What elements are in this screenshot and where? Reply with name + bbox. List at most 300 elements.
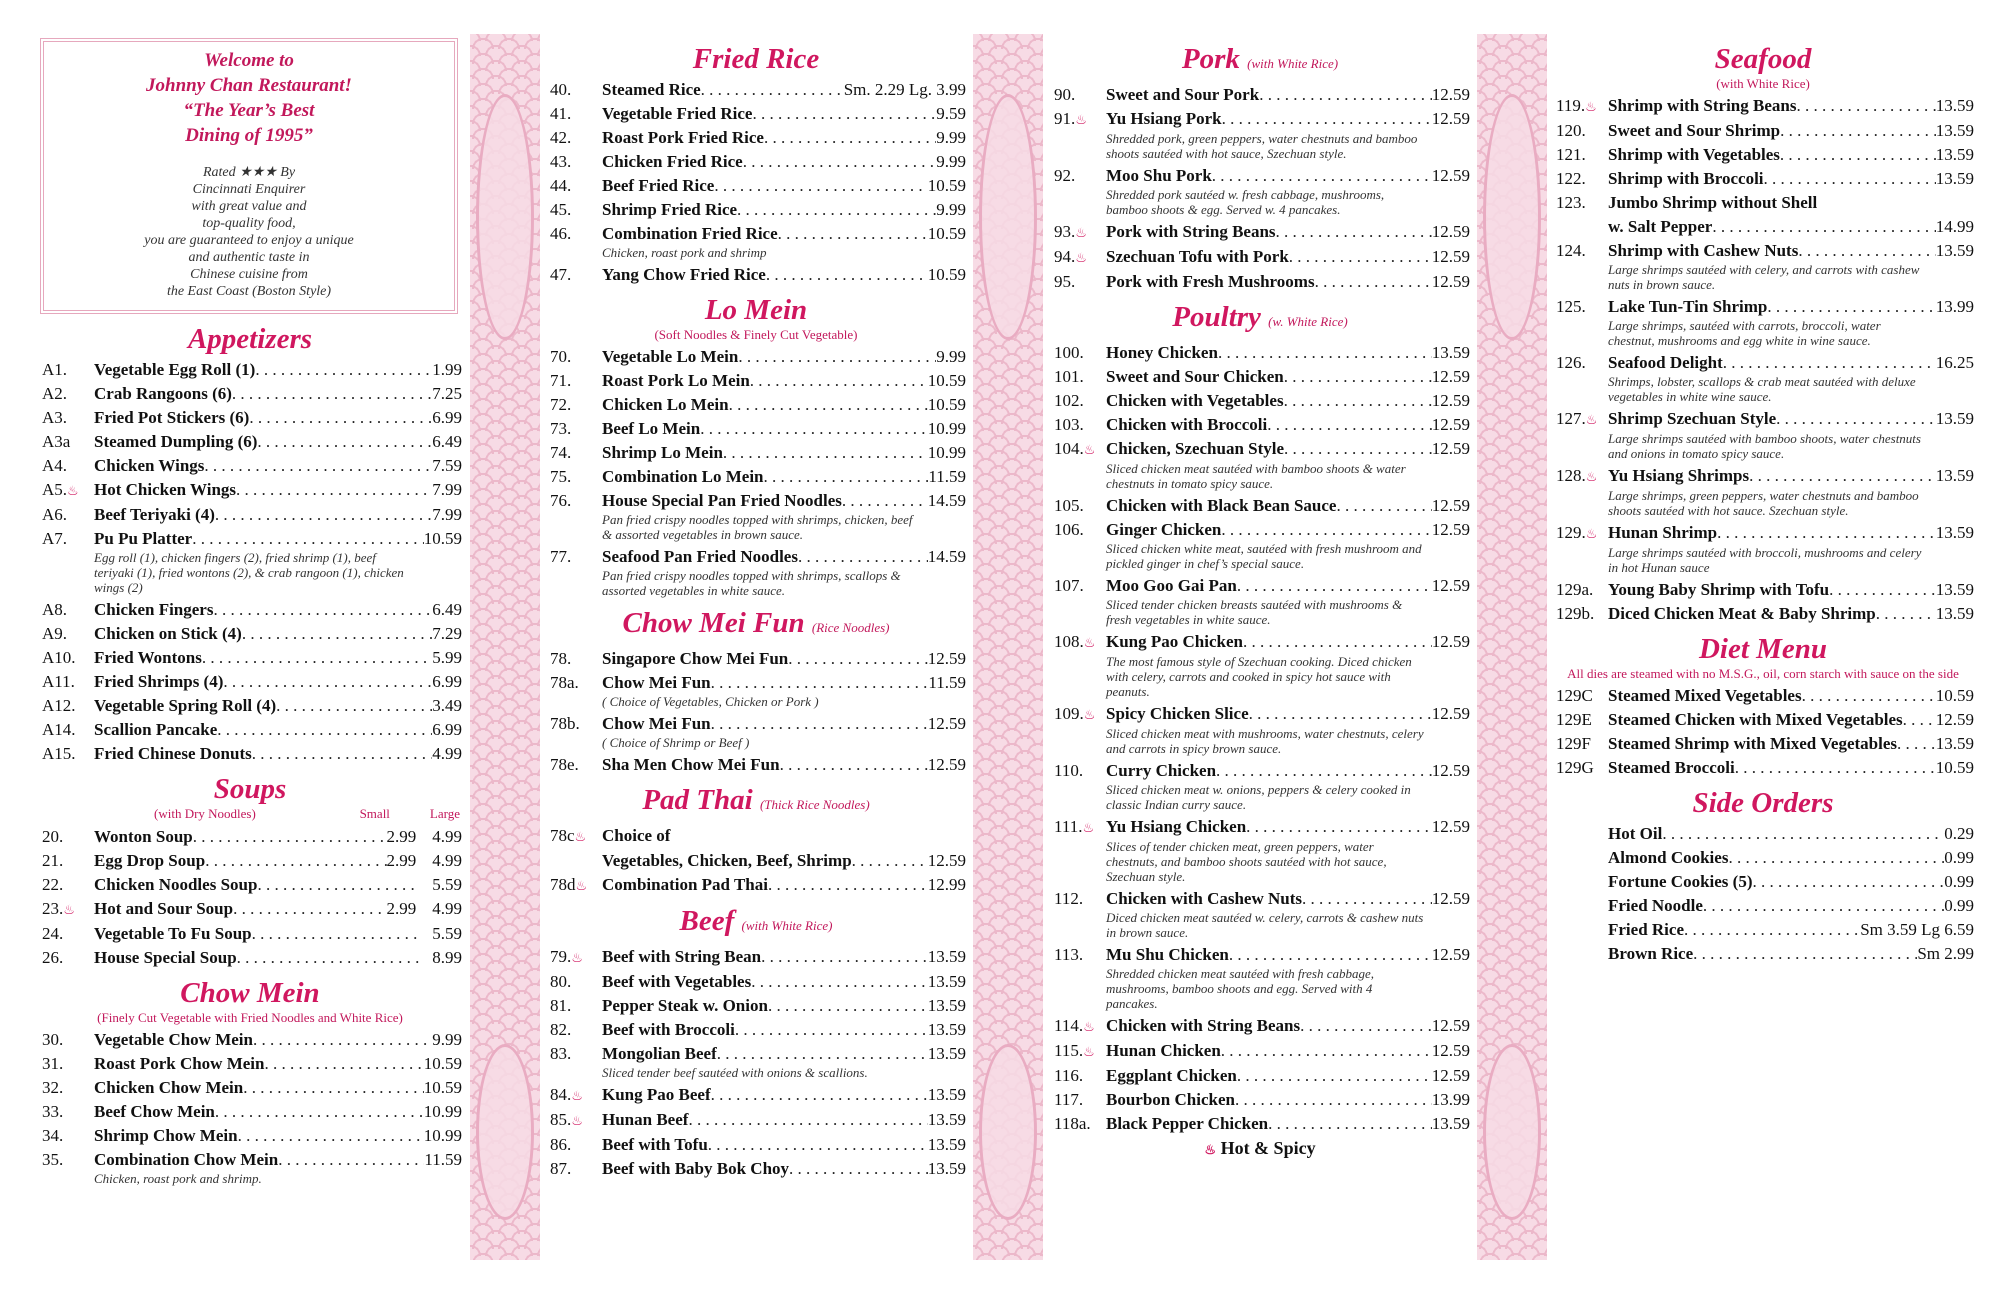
- menu-item: [542, 672, 970, 693]
- dot-leader: [1780, 144, 1936, 165]
- menu-item: [542, 394, 970, 415]
- item-number: 41.: [550, 104, 572, 123]
- item-name: Crab Rangoons (6): [94, 384, 232, 403]
- item-number: 95.: [1054, 272, 1076, 291]
- menu-item: [542, 1043, 970, 1064]
- item-name: Brown Rice: [1608, 944, 1694, 963]
- section-title-text: Lo Mein: [704, 294, 808, 326]
- menu-item: [1046, 760, 1474, 781]
- item-number: 125.: [1556, 297, 1586, 316]
- item-number: 102.: [1054, 391, 1084, 410]
- item-price: 12.59: [927, 649, 966, 668]
- hot-pepper-icon: ♨: [1204, 1142, 1217, 1157]
- dot-leader: [238, 1125, 424, 1146]
- item-price: 10.59: [927, 395, 966, 414]
- welcome-text-line: Cincinnati Enquirer: [192, 182, 306, 197]
- dot-leader: [1780, 120, 1936, 141]
- dot-leader: [193, 826, 387, 847]
- menu-item: [34, 743, 466, 764]
- item-price: 13.59: [1935, 121, 1974, 140]
- item-number: 87.: [550, 1159, 572, 1178]
- item-number: 100.: [1054, 343, 1084, 362]
- section-pork: [1046, 42, 1474, 292]
- menu-item: [542, 466, 970, 487]
- section-title-text: Chow Mein: [180, 977, 320, 1009]
- section-subnote: All dies are steamed with no M.S.G., oil, corn starch with sauce on the side: [1567, 666, 1959, 681]
- item-description: Egg roll (1), chicken fingers (2), fried shrimp (1), beef teriyaki (1), fried wontons (2), & crab rangoon (1), chicken wings (2): [94, 550, 404, 595]
- menu-item: [1548, 733, 1978, 754]
- item-number: 84.♨: [550, 1085, 583, 1104]
- dot-leader: [1267, 414, 1432, 435]
- item-number: A11.: [42, 672, 75, 691]
- hot-pepper-icon: ♨: [1585, 99, 1597, 114]
- item-name: Pork with String Beans: [1106, 222, 1276, 241]
- item-price: 9.99: [432, 1030, 462, 1049]
- hot-pepper-icon: ♨: [571, 1088, 583, 1103]
- menu-item: [1046, 495, 1474, 516]
- menu-item: [34, 599, 466, 620]
- menu-item: [1548, 168, 1978, 189]
- item-price: Sm. 2.29 Lg. 3.99: [843, 80, 966, 99]
- item-number: 129F: [1556, 734, 1591, 753]
- item-number: 101.: [1054, 367, 1084, 386]
- welcome-line: Johnny Chan Restaurant!: [146, 75, 352, 96]
- dot-leader: [1284, 438, 1432, 459]
- section-beef: [542, 904, 970, 1179]
- menu-item: [1548, 465, 1978, 487]
- dot-leader: [233, 898, 386, 919]
- menu-item: [1548, 943, 1978, 964]
- item-number: 82.: [550, 1020, 572, 1039]
- item-number: 124.: [1556, 241, 1586, 260]
- item-number: 85.♨: [550, 1110, 583, 1129]
- menu-item: [542, 490, 970, 511]
- item-price: 13.59: [1935, 466, 1974, 485]
- dot-leader: [1735, 757, 1936, 778]
- item-number: 31.: [42, 1054, 64, 1073]
- item-name: Egg Drop Soup: [94, 851, 206, 870]
- hot-pepper-icon: ♨: [1075, 250, 1087, 265]
- item-description: Pan fried crispy noodles topped with shrimps, chicken, beef & assorted vegetables in brown sauce.: [602, 512, 913, 542]
- item-number: 107.: [1054, 576, 1084, 595]
- dot-leader: [252, 743, 433, 764]
- item-price: 14.59: [927, 547, 966, 566]
- dot-leader: [243, 1077, 424, 1098]
- menu-item: [34, 504, 466, 525]
- section-title: [1548, 632, 1978, 666]
- item-name: Seafood Pan Fried Noodles: [602, 547, 798, 566]
- item-name: Hunan Beef: [602, 1110, 689, 1129]
- item-description: Large shrimps sautéed with bamboo shoots, water chestnuts and onions in tomato spicy sauce.: [1608, 431, 1921, 461]
- item-price: 9.99: [936, 128, 966, 147]
- item-name: Chicken Lo Mein: [602, 395, 729, 414]
- item-name: Chicken with Cashew Nuts: [1106, 889, 1302, 908]
- dot-leader: [1752, 871, 1944, 892]
- dot-leader: [761, 946, 928, 967]
- item-price: 13.59: [1935, 241, 1974, 260]
- item-price: 2.99: [386, 899, 417, 918]
- item-name: Mongolian Beef: [602, 1044, 717, 1063]
- item-price: 5.99: [432, 648, 462, 667]
- decorative-band-1: [470, 34, 540, 1260]
- item-price: 13.99: [1431, 1090, 1470, 1109]
- item-number: 90.: [1054, 85, 1076, 104]
- dot-leader: [1776, 408, 1936, 429]
- menu-item: [1548, 823, 1978, 844]
- section-title-text: Appetizers: [187, 323, 313, 355]
- menu-item: [1046, 84, 1474, 105]
- item-name: Fried Shrimps (4): [94, 672, 224, 691]
- welcome-text-line: Chinese cuisine from: [190, 267, 308, 282]
- section-chow-mein: [34, 976, 466, 1186]
- hot-pepper-icon: ♨: [1585, 526, 1598, 541]
- item-price: 13.59: [1935, 96, 1974, 115]
- menu-item: [1548, 895, 1978, 916]
- item-number: 121.: [1556, 145, 1586, 164]
- dot-leader: [1302, 888, 1432, 909]
- item-description: Large shrimps, green peppers, water chestnuts and bamboo shoots sautéed with hot sauce. Szechuan style.: [1608, 488, 1919, 518]
- menu-item: [1046, 108, 1474, 130]
- item-number: 123.: [1556, 193, 1586, 212]
- dot-leader: [1876, 603, 1936, 624]
- menu-item: [542, 850, 970, 871]
- item-name: Beef with Baby Bok Choy: [602, 1159, 790, 1178]
- item-name: Chicken with Broccoli: [1106, 415, 1268, 434]
- item-number: 23.♨: [42, 899, 75, 918]
- section-title-text: Chow Mei Fun: [622, 607, 805, 639]
- item-name: w. Salt Pepper: [1608, 217, 1713, 236]
- dot-leader: [798, 546, 928, 567]
- item-number: A3a: [42, 432, 71, 451]
- menu-item: [1046, 944, 1474, 965]
- dot-leader: [1246, 816, 1432, 837]
- section-title-text: Seafood: [1714, 43, 1812, 75]
- item-name: Steamed Chicken with Mixed Vegetables: [1608, 710, 1903, 729]
- item-number: 83.: [550, 1044, 572, 1063]
- menu-item: [542, 370, 970, 391]
- item-description: Slices of tender chicken meat, green peppers, water chestnuts, and bamboo shoots sautéed with hot sauce, Szechuan style.: [1106, 839, 1387, 884]
- dot-leader: [780, 754, 928, 775]
- section-title: [34, 772, 466, 806]
- dot-leader: [738, 346, 936, 367]
- dot-leader: [257, 874, 420, 895]
- welcome-line: Dining of 1995”: [185, 125, 313, 146]
- item-price: 13.59: [927, 972, 966, 991]
- item-number: 22.: [42, 875, 64, 894]
- hot-pepper-icon: ♨: [67, 483, 79, 498]
- small-label: Small: [359, 806, 390, 821]
- item-price: 7.99: [432, 480, 462, 499]
- item-price: 1.99: [432, 360, 462, 379]
- item-price: 9.59: [936, 104, 966, 123]
- menu-item: [34, 695, 466, 716]
- item-number: 78b.: [550, 714, 580, 733]
- menu-item: [1046, 575, 1474, 596]
- item-price: 12.59: [1431, 1066, 1470, 1085]
- menu-item: [542, 175, 970, 196]
- item-number: 78e.: [550, 755, 579, 774]
- item-price-large: 5.59: [432, 875, 462, 894]
- dot-leader: [852, 850, 928, 871]
- dot-leader: [1300, 1015, 1432, 1036]
- dot-leader: [723, 442, 928, 463]
- item-price: 12.59: [1431, 632, 1470, 651]
- item-price-large: 8.99: [432, 948, 462, 967]
- dot-leader: [711, 672, 929, 693]
- dot-leader: [237, 947, 421, 968]
- item-name: Sweet and Sour Chicken: [1106, 367, 1284, 386]
- section-title: [1548, 786, 1978, 820]
- item-name: Roast Pork Chow Mein: [94, 1054, 265, 1073]
- item-name: Mu Shu Chicken: [1106, 945, 1229, 964]
- item-price: 12.59: [927, 755, 966, 774]
- dot-leader: [1235, 1089, 1432, 1110]
- menu-item: [34, 671, 466, 692]
- item-number: 111.♨: [1054, 817, 1095, 836]
- item-name: Scallion Pancake: [94, 720, 218, 739]
- dot-leader: [1216, 760, 1432, 781]
- item-name: Steamed Mixed Vegetables: [1608, 686, 1802, 705]
- item-number: 42.: [550, 128, 572, 147]
- dot-leader: [1802, 685, 1936, 706]
- item-name: Chicken Chow Mein: [94, 1078, 244, 1097]
- hot-pepper-icon: ♨: [1075, 112, 1087, 127]
- section-lo-mein: [542, 293, 970, 598]
- item-name: Shrimp Chow Mein: [94, 1126, 238, 1145]
- menu-item: [1046, 1065, 1474, 1086]
- item-price-large: 4.99: [432, 827, 462, 846]
- dot-leader: [1315, 271, 1432, 292]
- hot-pepper-icon: ♨: [63, 902, 75, 917]
- item-price: 12.59: [1431, 109, 1470, 128]
- item-name: Sweet and Sour Pork: [1106, 85, 1260, 104]
- menu-item: [542, 151, 970, 172]
- dot-leader: [253, 1029, 432, 1050]
- dot-leader: [1221, 519, 1431, 540]
- item-price: 13.59: [927, 1020, 966, 1039]
- item-number: 113.: [1054, 945, 1084, 964]
- menu-item: [34, 1101, 466, 1122]
- menu-item: [1548, 144, 1978, 165]
- dot-leader: [1276, 221, 1432, 242]
- item-name: Szechuan Tofu with Pork: [1106, 247, 1289, 266]
- menu-item: [1046, 1015, 1474, 1037]
- dot-leader: [257, 431, 432, 452]
- section-note: (with White Rice): [741, 918, 833, 933]
- item-price: 2.99: [386, 851, 417, 870]
- menu-item: [542, 995, 970, 1016]
- item-price: 12.59: [1431, 367, 1470, 386]
- item-name: Curry Chicken: [1106, 761, 1217, 780]
- menu-item: [34, 923, 466, 944]
- item-description: Sliced tender beef sautéed with onions & scallions.: [602, 1065, 868, 1080]
- item-price: 12.99: [927, 875, 966, 894]
- item-price: 7.99: [432, 505, 462, 524]
- dot-leader: [789, 1158, 928, 1179]
- item-name: Steamed Dumpling (6): [94, 432, 258, 451]
- dot-leader: [1717, 522, 1936, 543]
- dot-leader: [750, 370, 928, 391]
- menu-item: [542, 1109, 970, 1131]
- dot-leader: [1798, 240, 1935, 261]
- item-name: Beef with String Bean: [602, 947, 762, 966]
- item-price: 0.99: [1944, 896, 1974, 915]
- menu-item: [1548, 847, 1978, 868]
- item-description: Sliced chicken meat with mushrooms, water chestnuts, celery and carrots in spicy brown sauce.: [1106, 726, 1424, 756]
- item-name: Roast Pork Fried Rice: [602, 128, 764, 147]
- menu-item: [1046, 366, 1474, 387]
- dot-leader: [711, 713, 928, 734]
- item-number: 109.♨: [1054, 704, 1096, 723]
- item-number: 108.♨: [1054, 632, 1096, 651]
- dot-leader: [1222, 108, 1432, 129]
- dot-leader: [1829, 579, 1936, 600]
- section-note: (Rice Noodles): [811, 620, 890, 635]
- menu-item: [542, 346, 970, 367]
- item-number: 94.♨: [1054, 247, 1087, 266]
- menu-item: [542, 754, 970, 775]
- item-number: 128.♨: [1556, 466, 1598, 485]
- dot-leader: [842, 490, 928, 511]
- item-name: Shrimp Lo Mein: [602, 443, 723, 462]
- menu-item: [1548, 120, 1978, 141]
- menu-item: [1548, 352, 1978, 373]
- hot-pepper-icon: ♨: [1083, 442, 1096, 457]
- item-number: 112.: [1054, 889, 1084, 908]
- dot-leader: [278, 1149, 424, 1170]
- menu-item: [34, 850, 466, 871]
- item-name: Jumbo Shrimp without Shell: [1608, 193, 1818, 212]
- item-name: Hunan Chicken: [1106, 1041, 1221, 1060]
- item-price: 12.59: [1431, 415, 1470, 434]
- menu-item: [1046, 703, 1474, 725]
- item-price: 11.59: [424, 1150, 462, 1169]
- item-name: Hot Chicken Wings: [94, 480, 237, 499]
- hot-pepper-icon: ♨: [571, 1113, 583, 1128]
- dot-leader: [688, 1109, 927, 1130]
- item-price: 3.49: [432, 696, 462, 715]
- dot-leader: [1243, 631, 1432, 652]
- menu-item: [542, 1134, 970, 1155]
- item-name: Shrimp with Cashew Nuts: [1608, 241, 1799, 260]
- dot-leader: [204, 455, 432, 476]
- item-number: 34.: [42, 1126, 64, 1145]
- item-name: Beef with Vegetables: [602, 972, 752, 991]
- item-name: Beef with Broccoli: [602, 1020, 735, 1039]
- item-name: Choice of: [602, 826, 671, 845]
- item-name: Vegetable Lo Mein: [602, 347, 739, 366]
- section-title-text: Pork: [1181, 43, 1240, 75]
- item-description: Large shrimps, sautéed with carrots, broccoli, water chestnut, mushrooms and egg white in wine sauce.: [1608, 318, 1881, 348]
- item-number: 122.: [1556, 169, 1586, 188]
- dot-leader: [242, 623, 432, 644]
- section-subnote: (Soft Noodles & Finely Cut Vegetable): [654, 327, 858, 342]
- item-price: 14.99: [1935, 217, 1974, 236]
- menu-item: [1548, 522, 1978, 544]
- menu-item: [542, 713, 970, 734]
- menu-item: [1548, 296, 1978, 317]
- item-name: Shrimp with Broccoli: [1608, 169, 1764, 188]
- item-price: 13.59: [1935, 734, 1974, 753]
- section-title-text: Diet Menu: [1698, 633, 1828, 665]
- menu-column-4: [1548, 34, 1978, 1260]
- dot-leader: [1764, 168, 1936, 189]
- item-number: 126.: [1556, 353, 1586, 372]
- menu-item: [1046, 438, 1474, 460]
- section-subnote: (with White Rice): [1716, 76, 1810, 91]
- item-number: 86.: [550, 1135, 572, 1154]
- item-name: Shrimp with String Beans: [1608, 96, 1797, 115]
- item-name: Hot and Sour Soup: [94, 899, 234, 918]
- item-description: Pan fried crispy noodles topped with shrimps, scallops & assorted vegetables in white sauce.: [602, 568, 901, 598]
- item-price: 10.59: [423, 1078, 462, 1097]
- item-price: 12.59: [1431, 817, 1470, 836]
- item-name: House Special Soup: [94, 948, 237, 967]
- item-number: A4.: [42, 456, 68, 475]
- item-name: Steamed Broccoli: [1608, 758, 1735, 777]
- dot-leader: [714, 175, 927, 196]
- item-number: 120.: [1556, 121, 1586, 140]
- item-name: Chicken with String Beans: [1106, 1016, 1301, 1035]
- hot-pepper-icon: ♨: [1585, 412, 1598, 427]
- menu-item: [1046, 246, 1474, 268]
- item-price: 12.59: [1431, 85, 1470, 104]
- menu-item: [34, 455, 466, 476]
- item-name: Combination Fried Rice: [602, 224, 778, 243]
- item-name: Beef Lo Mein: [602, 419, 701, 438]
- menu-item: [1046, 221, 1474, 243]
- menu-item: [34, 383, 466, 404]
- dot-leader: [764, 466, 929, 487]
- menu-item: [1046, 631, 1474, 653]
- section-title: [34, 322, 466, 356]
- item-number: 129b.: [1556, 604, 1595, 623]
- item-price: 13.59: [1935, 169, 1974, 188]
- item-description: Large shrimps sautéed with celery, and carrots with cashew nuts in brown sauce.: [1608, 262, 1920, 292]
- menu-item: [1548, 757, 1978, 778]
- item-description: Large shrimps sautéed with broccoli, mushrooms and celery in hot Hunan sauce: [1608, 545, 1922, 575]
- item-name: Fried Chinese Donuts: [94, 744, 252, 763]
- hot-spicy-legend: [1046, 1138, 1474, 1159]
- item-price: 12.59: [1431, 166, 1470, 185]
- item-number: A12.: [42, 696, 76, 715]
- item-number: 127.♨: [1556, 409, 1598, 428]
- item-description: Diced chicken meat sautéed w. celery, carrots & cashew nuts in brown sauce.: [1106, 910, 1424, 940]
- item-price: 13.59: [1935, 523, 1974, 542]
- item-number: A10.: [42, 648, 76, 667]
- item-description: Shredded pork sautéed w. fresh cabbage, mushrooms, bamboo shoots & egg. Served w. 4 pancakes.: [1106, 187, 1385, 217]
- item-name: Vegetable To Fu Soup: [94, 924, 252, 943]
- item-number: 80.: [550, 972, 572, 991]
- menu-item: [1548, 919, 1978, 940]
- item-name: Lake Tun-Tin Shrimp: [1608, 297, 1768, 316]
- menu-item: [34, 479, 466, 501]
- item-name: Chicken Noodles Soup: [94, 875, 258, 894]
- item-price: 10.99: [423, 1126, 462, 1145]
- dot-leader: [1284, 390, 1432, 411]
- item-name: Fried Wontons: [94, 648, 202, 667]
- item-name: Beef with Tofu: [602, 1135, 708, 1154]
- hot-pepper-icon: ♨: [574, 829, 587, 844]
- item-price: 13.59: [1935, 145, 1974, 164]
- item-name: Combination Lo Mein: [602, 467, 764, 486]
- dot-leader: [752, 103, 936, 124]
- item-number: 21.: [42, 851, 64, 870]
- item-name: Kung Pao Chicken: [1106, 632, 1243, 651]
- item-price: 10.59: [423, 1054, 462, 1073]
- item-price: 7.25: [432, 384, 462, 403]
- item-number: 33.: [42, 1102, 64, 1121]
